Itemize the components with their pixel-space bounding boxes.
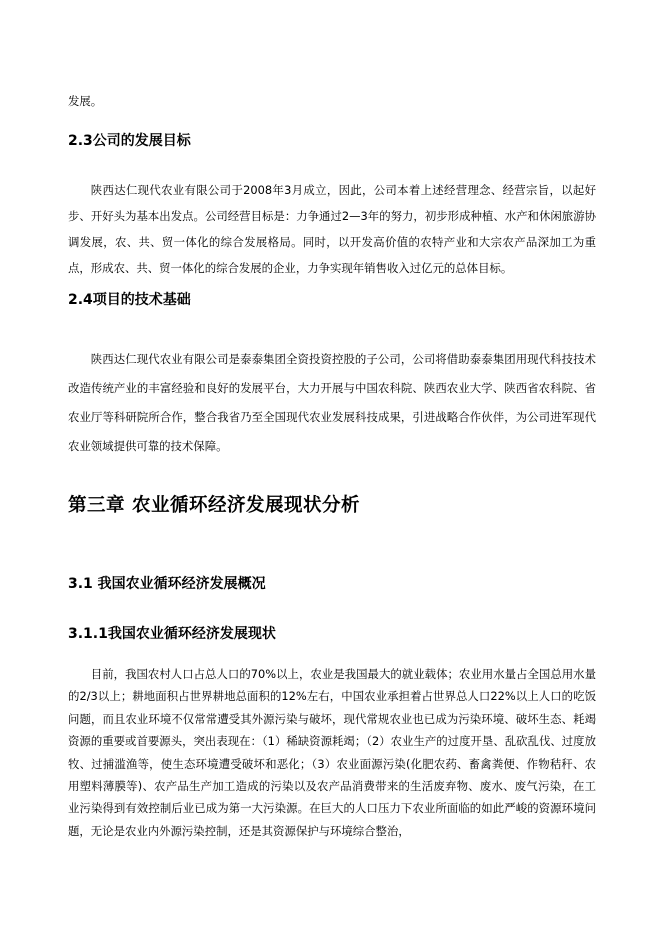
section-heading-3-1-1: 3.1.1我国农业循环经济发展现状 xyxy=(68,626,276,642)
chapter-title: 第三章 农业循环经济发展现状分析 xyxy=(68,495,360,516)
section-heading-2-3: 2.3公司的发展目标 xyxy=(68,133,191,149)
section-2-3-paragraph: 陕西达仁现代农业有限公司于2008年3月成立，因此，公司本着上述经营理念、经营宗旨，以起好步、开好头为基本出发点。公司经营目标是：力争通过2—3年的努力，初步形成种植、水产和休闲旅游协调发展，农、共、贸一体化的综合发展格局。同时，以开发高价值的农特产业和大宗农产品深加工为重点，形成农、共、贸一体化的综合发展的企业，力争实现年销售收入过亿元的总体目标。 xyxy=(68,183,596,275)
text-fragment: 发展。 xyxy=(68,94,103,108)
section-heading-2-4: 2.4项目的技术基础 xyxy=(68,292,191,308)
section-3-1-1-paragraph: 目前，我国农村人口占总人口的70%以上，农业是我国最大的就业载体；农业用水量占全国总用水量的2/3以上；耕地面积占世界耕地总面积的12%左右，中国农业承担着占世界总人口22%以上人口的吃饭问题，而且农业环境不仅常常遭受其外源污染与破坏，现代常规农业也已成为污染环境、破坏生态、耗竭资源的重要或首要源头，突出表现在：（1）稀缺资源耗竭；（2）农业生产的过度开垦、乱砍乱伐、过度放牧、过捕滥渔等，使生态环境遭受破坏和恶化；（3）农业面源污染(化肥农药、畜禽粪便、作物秸秆、农用塑料薄膜等)、农产品生产加工造成的污染以及农产品消费带来的生活废弃物、废水、废气污染，在工业污染得到有效控制后业已成为第一大污染源。在巨大的人口压力下农业所面临的如此严峻的资源环境问题，无论是农业内外源污染控制，还是其资源保护与环境综合整治， xyxy=(68,667,596,838)
section-2-4-paragraph: 陕西达仁现代农业有限公司是泰泰集团全资投资控股的子公司，公司将借助泰泰集团用现代科技技术改造传统产业的丰富经验和良好的发展平台，大力开展与中国农科院、陕西农业大学、陕西省农科院、省农业厅等科研院所合作，整合我省乃至全国现代农业发展科技成果，引进战略合作伙伴，为公司进军现代农业领域提供可靠的技术保障。 xyxy=(68,352,596,453)
section-heading-3-1: 3.1 我国农业循环经济发展概况 xyxy=(68,576,266,592)
